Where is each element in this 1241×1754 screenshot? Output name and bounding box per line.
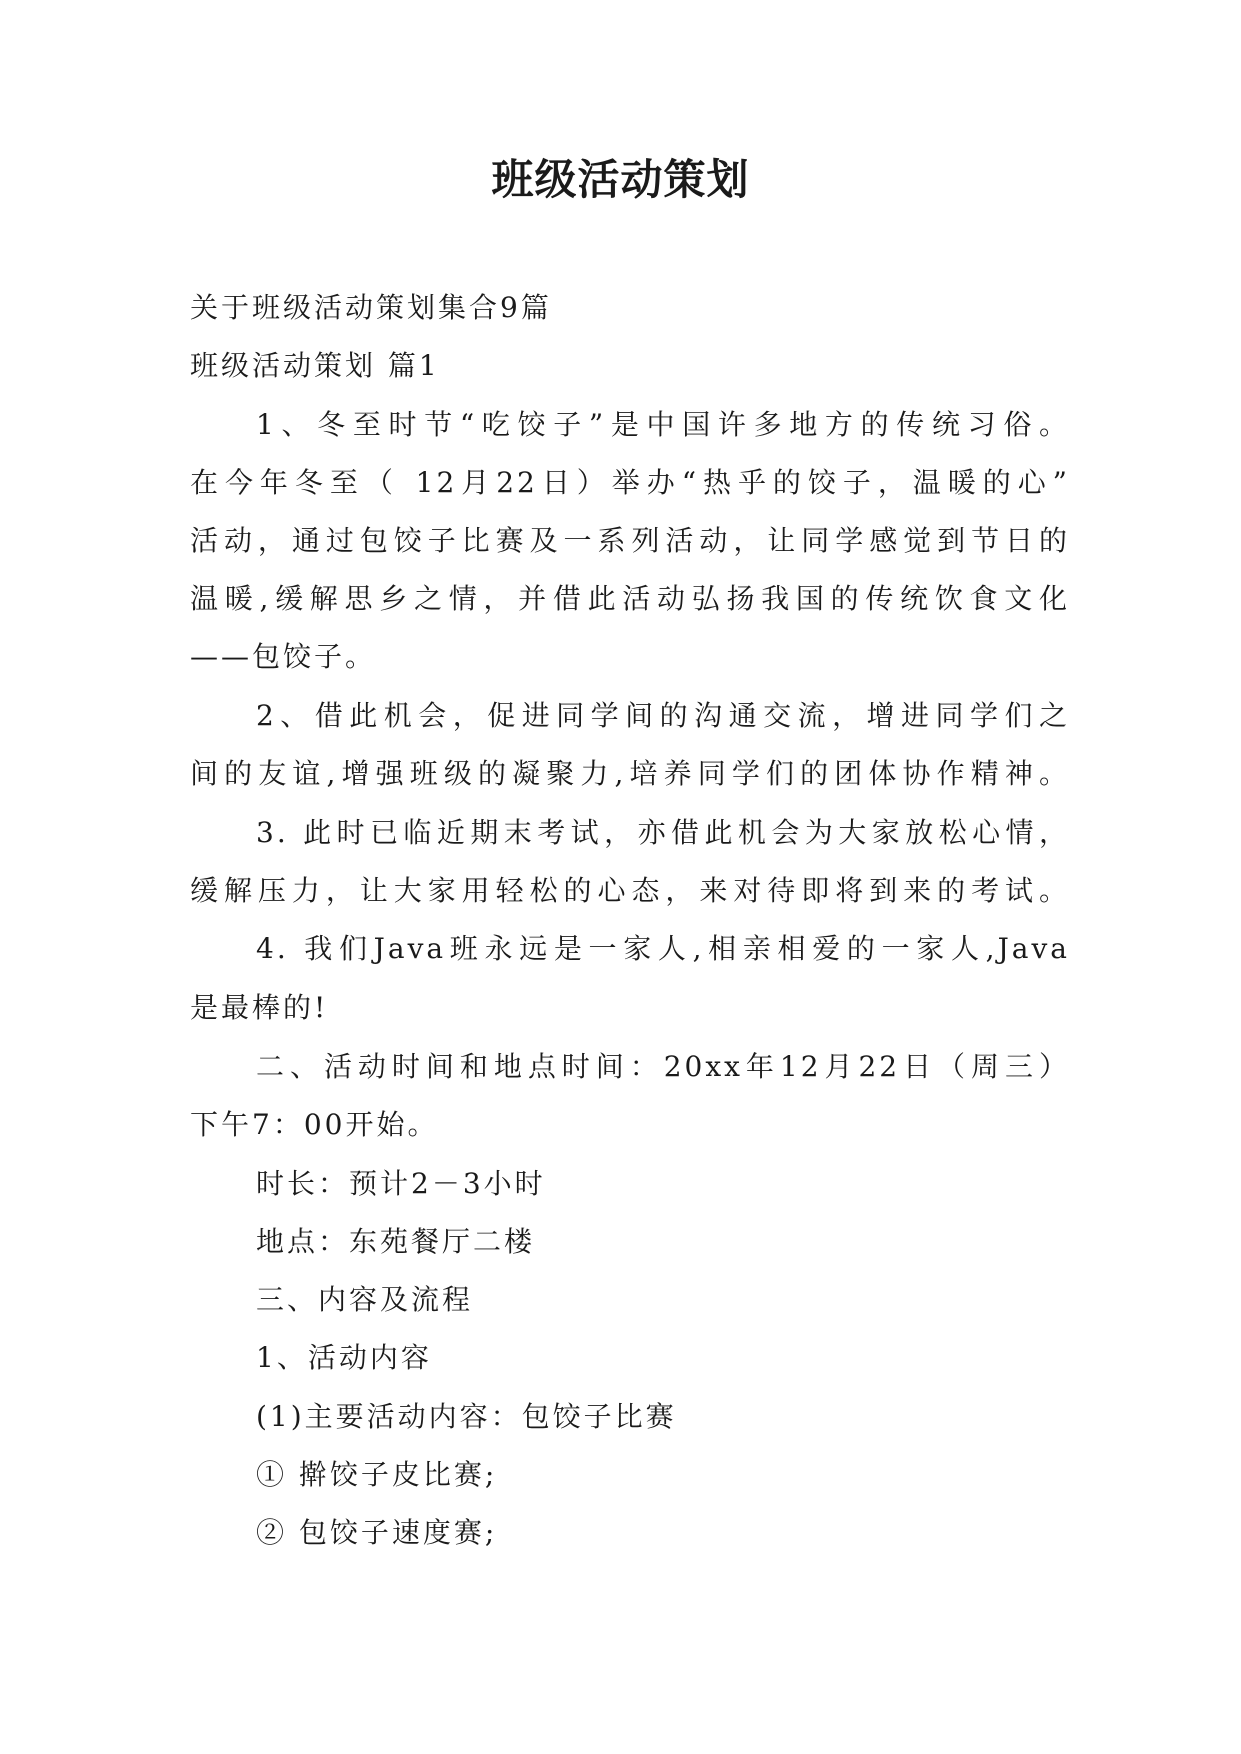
- paragraph-line: 温暖,缓解思乡之情，并借此活动弘扬我国的传统饮食文化: [190, 582, 1070, 615]
- paragraph-line: 下午7：00开始。: [190, 1108, 439, 1141]
- paragraph-line: 3. 此时已临近期末考试，亦借此机会为大家放松心情，: [256, 816, 1070, 849]
- paragraph-line: 间的友谊,增强班级的凝聚力,培养同学们的团体协作精神。: [190, 757, 1070, 790]
- paragraph-line: 4. 我们Java班永远是一家人,相亲相爱的一家人,Java: [256, 932, 1070, 965]
- list-item: ② 包饺子速度赛;: [256, 1516, 498, 1549]
- paragraph-line: 1、冬至时节“吃饺子”是中国许多地方的传统习俗。: [256, 408, 1070, 441]
- section-heading: 班级活动策划 篇1: [190, 349, 440, 382]
- intro-line: 关于班级活动策划集合9篇: [190, 291, 552, 324]
- paragraph-line: 二、活动时间和地点时间：20xx年12月22日（周三）: [256, 1050, 1070, 1083]
- section-heading: 三、内容及流程: [256, 1283, 474, 1316]
- paragraph-line: 活动，通过包饺子比赛及一系列活动，让同学感觉到节日的: [190, 524, 1070, 557]
- subsection-heading: 1、活动内容: [256, 1341, 432, 1374]
- paragraph-line: 在今年冬至（ 12月22日）举办“热乎的饺子，温暖的心”: [190, 466, 1070, 499]
- paragraph-line: ——包饺子。: [190, 640, 377, 673]
- list-item: ① 擀饺子皮比赛;: [256, 1458, 498, 1491]
- paragraph-line: 2、借此机会，促进同学间的沟通交流，增进同学们之: [256, 699, 1070, 732]
- paragraph-line: 时长：预计2－3小时: [256, 1167, 546, 1200]
- document-title: 班级活动策划: [491, 155, 750, 204]
- paragraph-line: 是最棒的!: [190, 991, 329, 1024]
- paragraph-line: (1)主要活动内容：包饺子比赛: [256, 1400, 677, 1433]
- paragraph-line: 缓解压力，让大家用轻松的心态，来对待即将到来的考试。: [190, 874, 1070, 907]
- paragraph-line: 地点：东苑餐厅二楼: [256, 1225, 536, 1258]
